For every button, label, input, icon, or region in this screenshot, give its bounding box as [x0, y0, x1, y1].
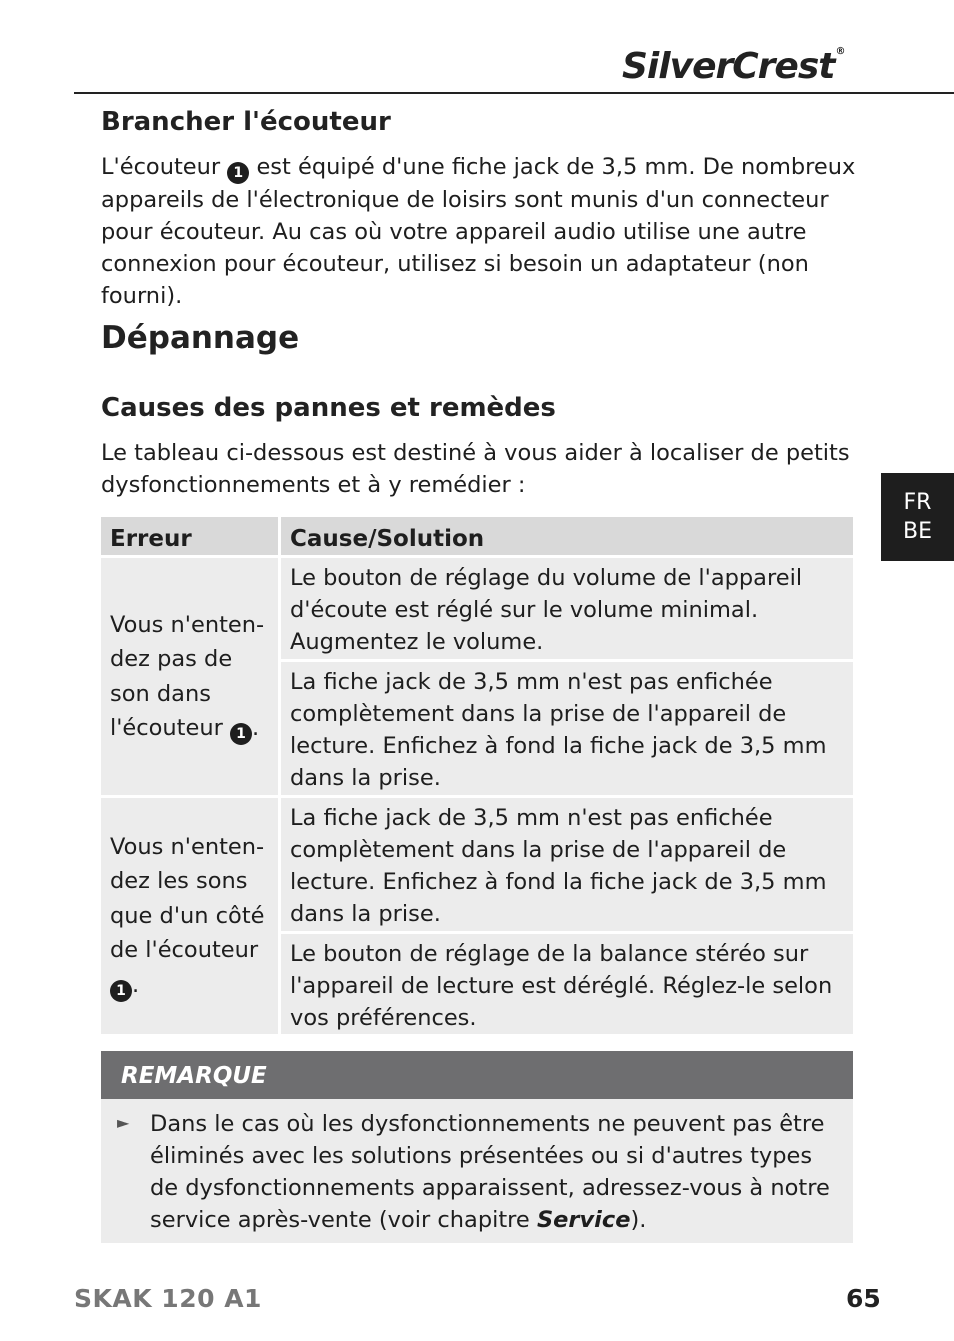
- table-row-2-solution-2: Le bouton de réglage de la balance stéréo sur l'appareil de lecture est déréglé. Réglez-le selon vos préférences.: [281, 934, 853, 1034]
- table-row-2-solution-1: La fiche jack de 3,5 mm n'est pas enfichée complètement dans la prise de l'appareil de lecture. Enfichez à fond la fiche jack de 3,5 mm dans la prise.: [281, 798, 853, 931]
- connect-paragraph: [101, 151, 861, 312]
- note-header: REMARQUE: [101, 1051, 853, 1099]
- table-row-1-solution-1: Le bouton de réglage du volume de l'appareil d'écoute est réglé sur le volume minimal. Augmentez le volume.: [281, 558, 853, 659]
- row-1-error-text: Vous n'enten-dez pas de son dans l'écouteur: [110, 611, 265, 741]
- brand-name: SilverCrest: [622, 46, 835, 87]
- part-marker-1: 1: [110, 980, 132, 1002]
- row-2-error-text: Vous n'enten-dez les sons que d'un côté de l'écouteur: [110, 833, 265, 964]
- section-title-troubleshooting: Dépannage: [101, 320, 300, 356]
- connect-para-before: L'écouteur: [101, 154, 221, 180]
- page-number: 65: [846, 1284, 881, 1313]
- part-marker-1: 1: [227, 162, 249, 184]
- language-tab: [881, 473, 954, 561]
- header-rule: [74, 92, 954, 94]
- section-title-connect: Brancher l'écouteur: [101, 107, 391, 137]
- language-code-fr: FR: [903, 490, 932, 515]
- note-box: [101, 1099, 853, 1243]
- table-row-2-error: Vous n'enten-dez les sons que d'un côté de l'écouteur 1 .: [101, 798, 278, 1034]
- registered-mark: ®: [835, 46, 845, 57]
- note-text-before: Dans le cas où les dysfonctionnements ne peuvent pas être éliminés avec les solutions présentées ou si d'autres types de dysfonctionnements apparaissent, adressez-vous à notre service après-vente (voir chapitre: [150, 1111, 830, 1233]
- note-text: [150, 1108, 830, 1236]
- part-marker-1: 1: [230, 723, 252, 745]
- connect-para-after: est équipé d'une fiche jack de 3,5 mm. De nombreux appareils de l'électronique de loisirs sont munis d'un connecteur pour écouteur. Au cas où votre appareil audio utilise une autre connexion pour écouteur, utilisez si besoin un adaptateur (non fourni).: [101, 154, 856, 309]
- table-header-solution: Cause/Solution: [281, 517, 853, 555]
- subsection-title-causes: Causes des pannes et remèdes: [101, 393, 556, 423]
- table-row-1-error: Vous n'enten-dez pas de son dans l'écouteur 1 .: [101, 558, 278, 795]
- table-row-1-solution-2: La fiche jack de 3,5 mm n'est pas enfichée complètement dans la prise de l'appareil de lecture. Enfichez à fond la fiche jack de 3,5 mm dans la prise.: [281, 662, 853, 795]
- language-code-be: BE: [903, 519, 932, 544]
- note-service-link-text: Service: [536, 1207, 631, 1233]
- footer-model: SKAK 120 A1: [74, 1284, 262, 1313]
- brand-logo: [622, 46, 884, 87]
- note-text-after: ).: [630, 1207, 647, 1233]
- table-header-error: Erreur: [101, 517, 278, 555]
- bullet-arrow-icon: ►: [117, 1113, 130, 1132]
- troubleshooting-intro: Le tableau ci-dessous est destiné à vous aider à localiser de petits dysfonctionnements et à y remédier :: [101, 440, 850, 498]
